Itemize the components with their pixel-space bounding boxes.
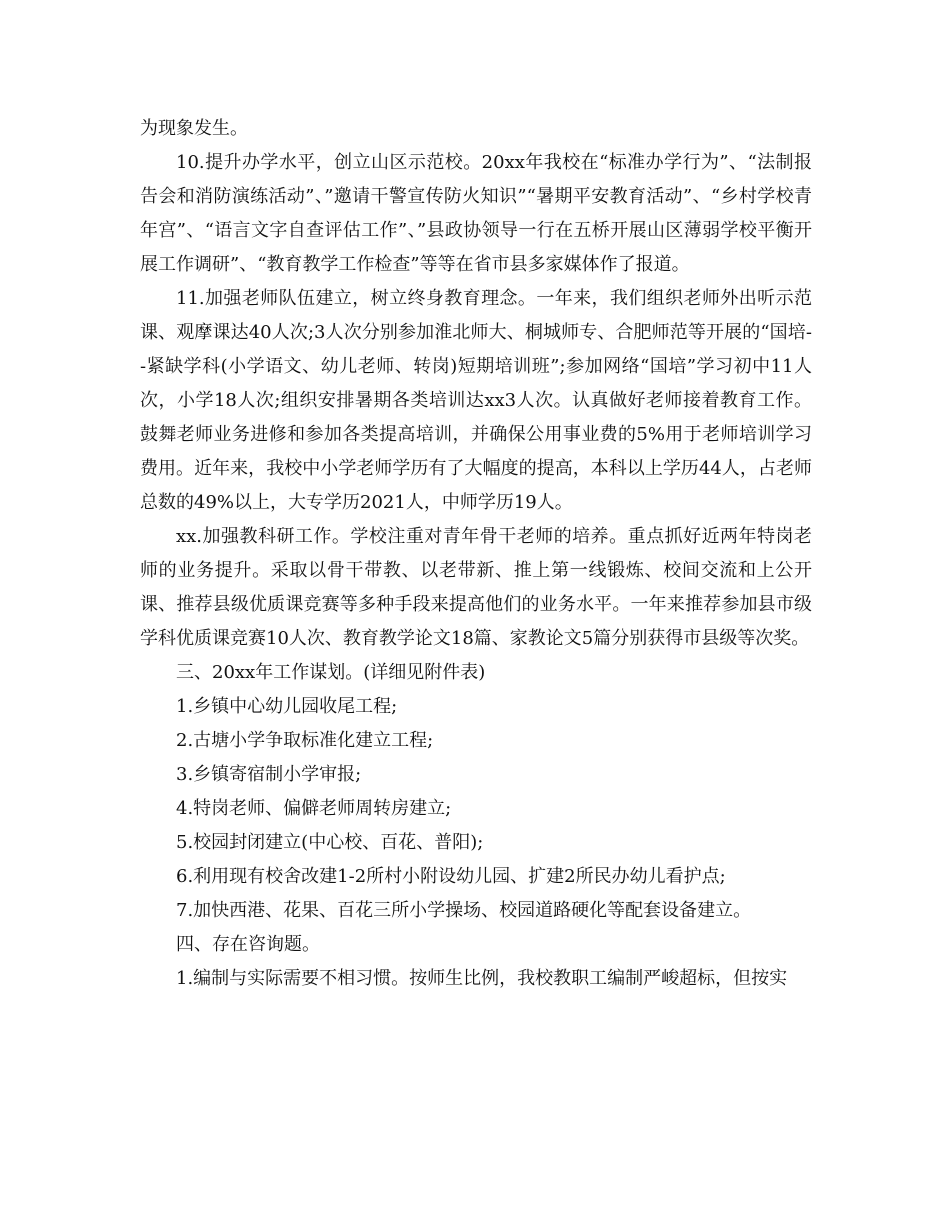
plan-item: 4.特岗老师、偏僻老师周转房建立; <box>176 798 452 819</box>
plan-item: 2.古塘小学争取标准化建立工程; <box>176 730 434 751</box>
section-heading-problems: 四、存在咨询题。 <box>176 934 320 955</box>
plan-item: 1.乡镇中心幼儿园收尾工程; <box>176 696 398 717</box>
section-heading-plan: 三、20xx年工作谋划。(详细见附件表) <box>176 662 486 683</box>
plan-item: 5.校园封闭建立(中心校、百花、普阳); <box>176 832 484 853</box>
paragraph-item-xx: xx.加强教科研工作。学校注重对青年骨干老师的培养。重点抓好近两年特岗老师的业务提升。采取以骨干带教、以老带新、推上第一线锻炼、校间交流和上公开课、推荐县级优质课竞赛等多种手段来提高他们的业务水平。一年来推荐参加县市级学科优质课竞赛10人次、教育教学论文18篇、家教论文5篇分别获得市县级等次奖。 <box>140 526 812 649</box>
plan-item: 7.加快西港、花果、百花三所小学操场、校园道路硬化等配套设备建立。 <box>176 900 752 921</box>
paragraph-item-11: 11.加强老师队伍建立，树立终身教育理念。一年来，我们组织老师外出听示范课、观摩课达40人次;3人次分别参加淮北师大、桐城师专、合肥师范等开展的“国培--紧缺学科(小学语文、幼儿老师、转岗)短期培训班”;参加网络“国培”学习初中11人次，小学18人次;组织安排暑期各类培训达xx3人次。认真做好老师接着教育工作。鼓舞老师业务进修和参加各类提高培训，并确保公用事业费的5%用于老师培训学习费用。近年来，我校中小学老师学历有了大幅度的提高，本科以上学历44人，占老师总数的49%以上，大专学历2021人，中师学历19人。 <box>140 288 812 513</box>
paragraph-item-10: 10.提升办学水平，创立山区示范校。20xx年我校在“标准办学行为”、“法制报告会和消防演练活动”、”邀请干警宣传防火知识”“暑期平安教育活动”、“乡村学校青年宫”、“语言文字自查评估工作”、”县政协领导一行在五桥开展山区薄弱学校平衡开展工作调研”、“教育教学工作检查”等等在省市县多家媒体作了报道。 <box>140 152 812 275</box>
paragraph: 为现象发生。 <box>140 118 248 139</box>
plan-item: 6.利用现有校舍改建1-2所村小附设幼儿园、扩建2所民办幼儿看护点; <box>176 866 726 887</box>
problem-item: 1.编制与实际需要不相习惯。按师生比例，我校教职工编制严峻超标，但按实 <box>176 968 788 989</box>
plan-item: 3.乡镇寄宿制小学审报; <box>176 764 362 785</box>
document-body <box>140 112 812 996</box>
